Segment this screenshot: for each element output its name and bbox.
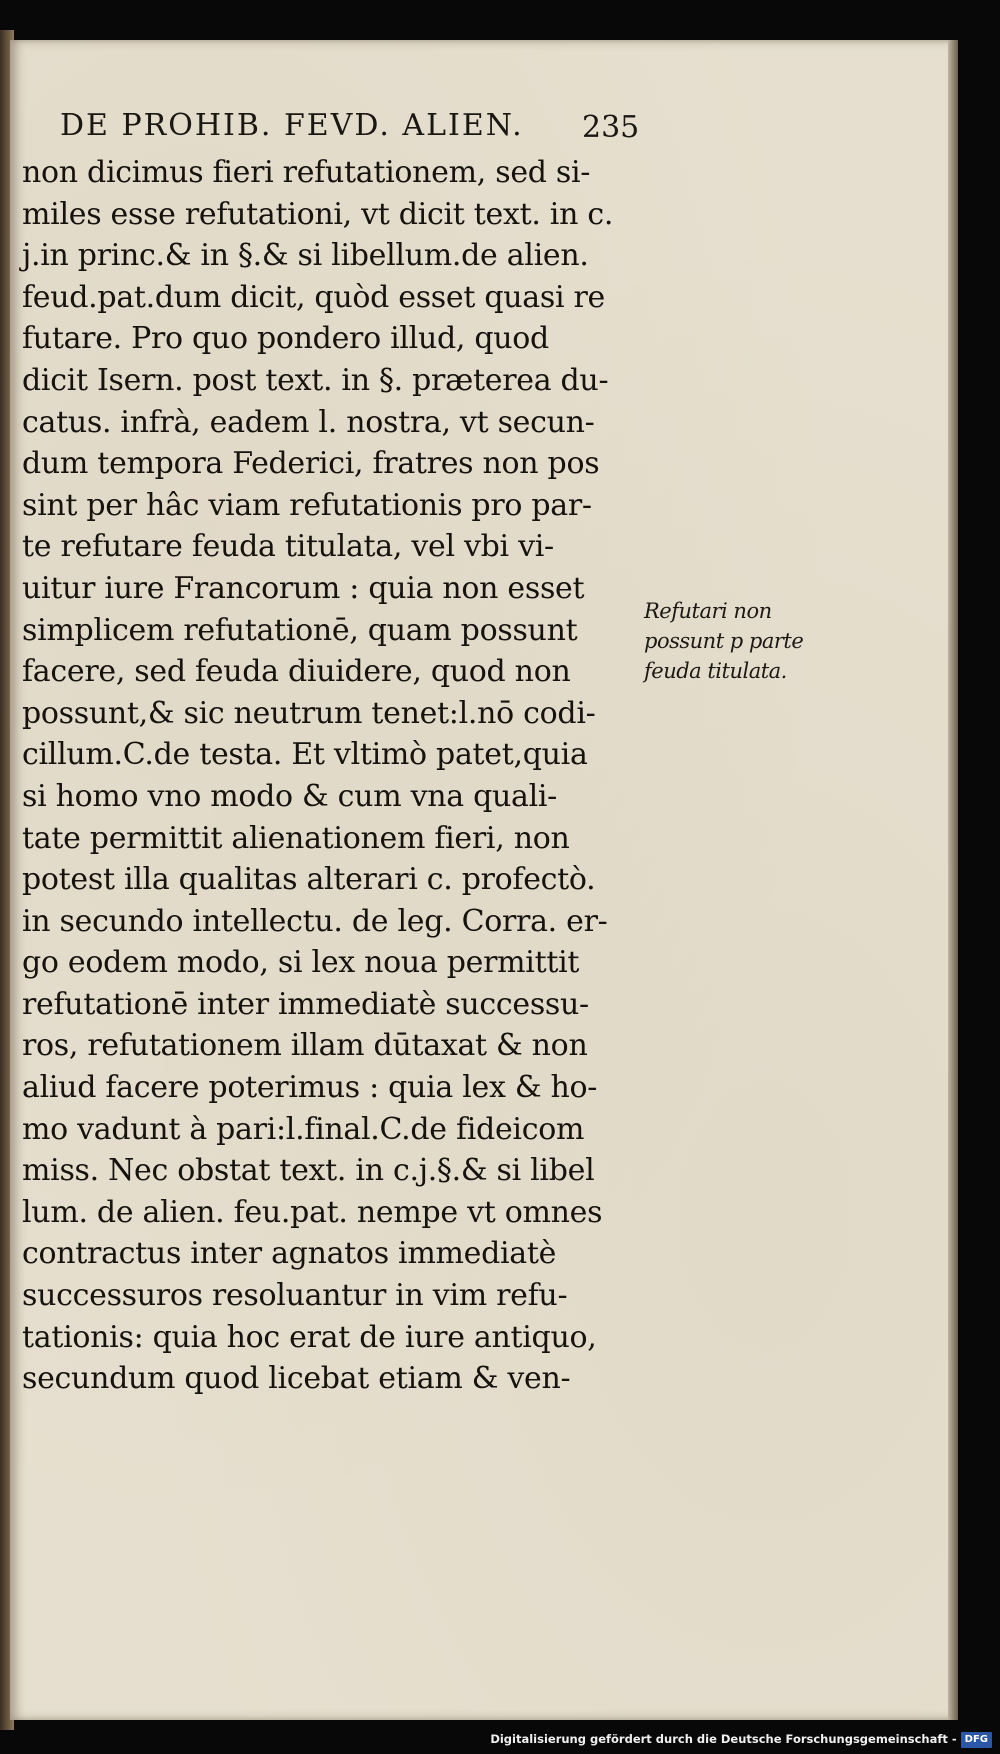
- margin-note-line: Refutari non: [644, 599, 772, 623]
- text-line: non dicimus fieri refutationem, sed si-: [22, 155, 591, 190]
- text-line: go eodem modo, si lex noua permittit: [22, 945, 580, 981]
- running-head: DE PROHIB. FEVD. ALIEN.: [60, 108, 524, 143]
- text-line: j.in princ.& in §.& si libellum.de alien.: [22, 238, 589, 274]
- digitization-credit: [490, 1728, 992, 1750]
- page-right-shadow: [948, 40, 958, 1720]
- body-text: [22, 152, 642, 1400]
- text-line: secundum quod licebat etiam & ven-: [22, 1361, 571, 1397]
- margin-note-line: feuda titulata.: [644, 659, 787, 683]
- text-line: miss. Nec obstat text. in c.j.§.& si libel: [22, 1153, 595, 1189]
- text-line: dum tempora Federici, fratres non pos: [22, 446, 600, 482]
- margin-note: [644, 596, 824, 686]
- text-line: in secundo intellectu. de leg. Corra. er-: [22, 903, 608, 939]
- text-line: te refutare feuda titulata, vel vbi vi-: [22, 529, 554, 565]
- text-line: simplicem refutationē, quam possunt: [22, 612, 578, 648]
- text-line: potest illa qualitas alterari c. profectò.: [22, 862, 596, 898]
- text-line: lum. de alien. feu.pat. nempe vt omnes: [22, 1194, 603, 1230]
- text-line: mo vadunt à pari:l.final.C.de fideicom: [22, 1111, 585, 1147]
- text-line: successuros resoluantur in vim refu-: [22, 1278, 568, 1314]
- text-line: feud.pat.dum dicit, quòd esset quasi re: [22, 279, 605, 315]
- text-line: facere, sed feuda diuidere, quod non: [22, 654, 571, 690]
- text-line: uitur iure Francorum : quia non esset: [22, 570, 585, 606]
- text-line: miles esse refutationi, vt dicit text. in c.: [22, 196, 614, 232]
- text-line: aliud facere poterimus : quia lex & ho-: [22, 1070, 598, 1106]
- page-number: 235: [582, 110, 640, 145]
- text-line: cillum.C.de testa. Et vltimò patet,quia: [22, 737, 588, 773]
- text-line: futare. Pro quo pondero illud, quod: [22, 321, 549, 357]
- margin-note-line: possunt p parte: [644, 629, 804, 653]
- credit-text: Digitalisierung gefördert durch die Deutsche Forschungsgemeinschaft -: [490, 1732, 957, 1746]
- text-line: contractus inter agnatos immediatè: [22, 1236, 557, 1272]
- text-line: dicit Isern. post text. in §. præterea du-: [22, 362, 609, 398]
- text-line: tationis: quia hoc erat de iure antiquo,: [22, 1319, 597, 1355]
- text-line: ros, refutationem illam dūtaxat & non: [22, 1028, 588, 1064]
- text-line: tate permittit alienationem fieri, non: [22, 820, 570, 856]
- text-line: si homo vno modo & cum vna quali-: [22, 778, 558, 814]
- text-line: possunt,& sic neutrum tenet:l.nō codi-: [22, 695, 596, 731]
- dfg-logo: DFG: [961, 1732, 992, 1748]
- text-line: sint per hâc viam refutationis pro par-: [22, 487, 592, 523]
- text-line: catus. infrà, eadem l. nostra, vt secun-: [22, 404, 595, 440]
- text-line: refutationē inter immediatè successu-: [22, 986, 589, 1022]
